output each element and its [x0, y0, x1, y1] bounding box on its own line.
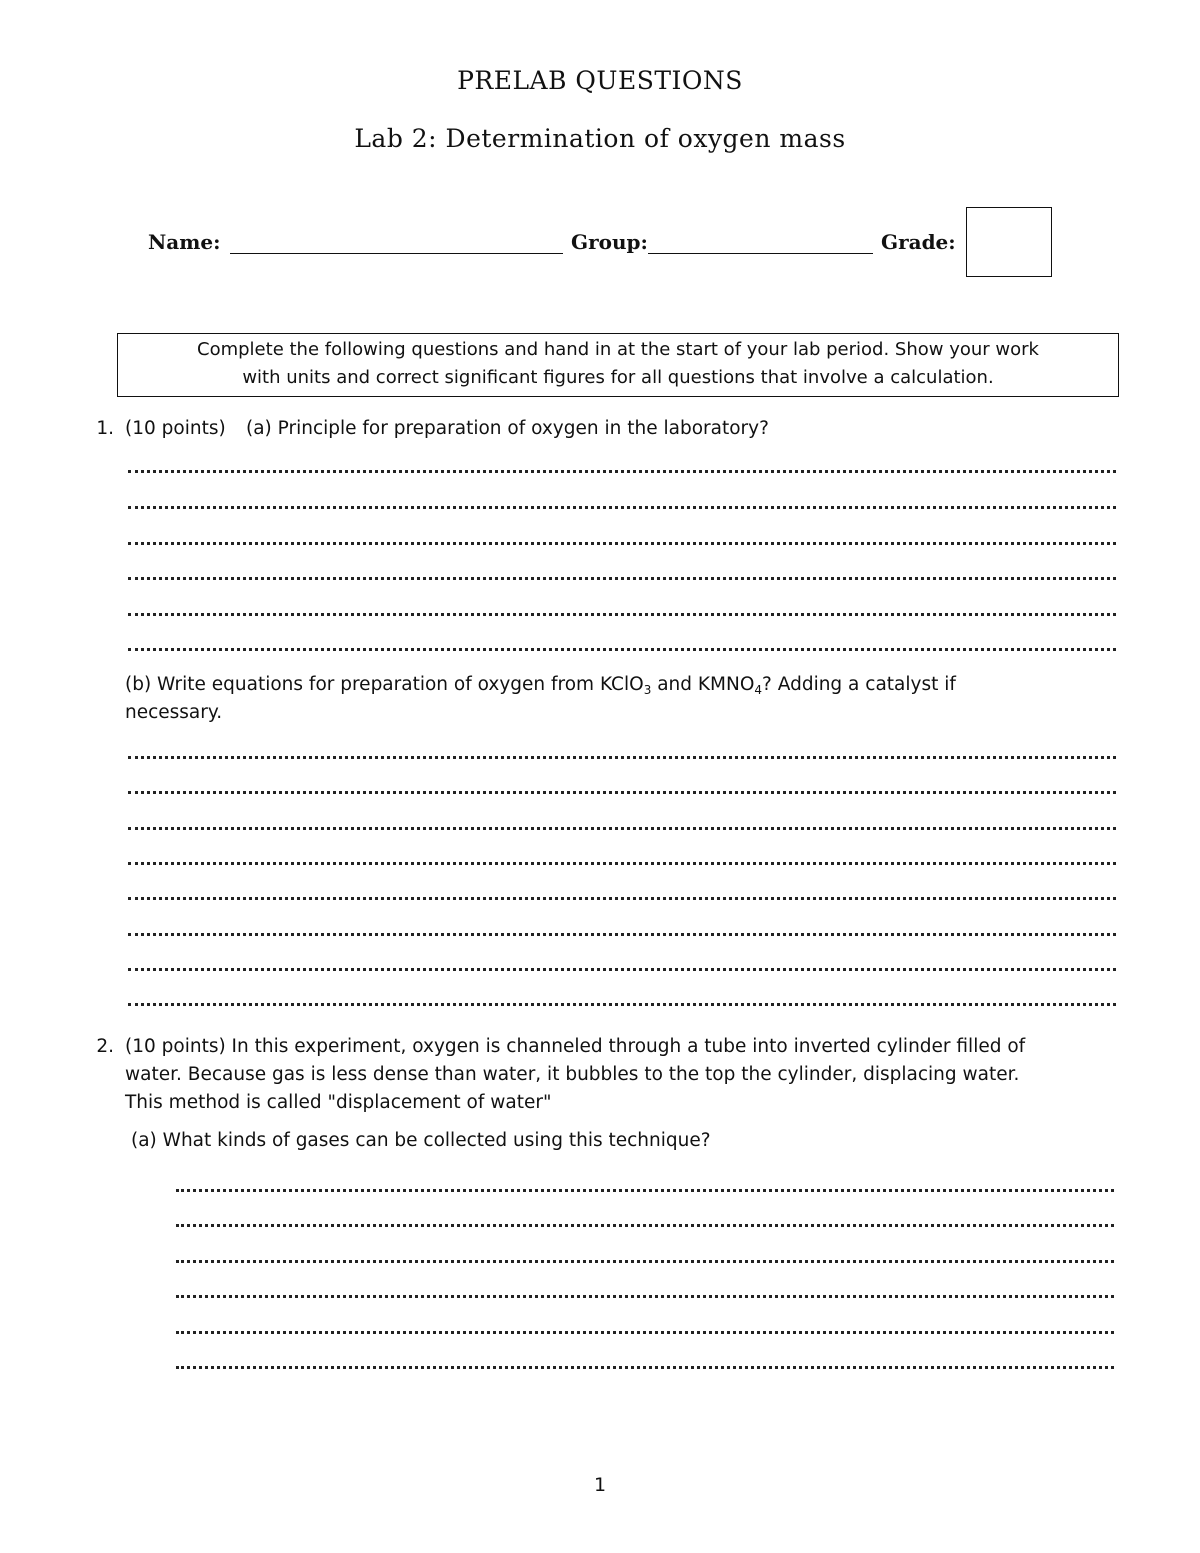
answer-line[interactable] — [128, 756, 1116, 759]
q2-line-3: This method is called "displacement of water" — [125, 1092, 552, 1113]
q2-line-2: water. Because gas is less dense than water, it bubbles to the top the cylinder, displacing water. — [125, 1064, 1020, 1085]
page-title: PRELAB QUESTIONS — [457, 66, 743, 95]
answer-line[interactable] — [128, 542, 1116, 545]
lab-subtitle: Lab 2: Determination of oxygen mass — [354, 124, 846, 153]
grade-label: Grade: — [881, 230, 956, 254]
answer-line[interactable] — [128, 648, 1116, 651]
grade-box[interactable] — [966, 207, 1052, 277]
answer-line[interactable] — [128, 968, 1116, 971]
answer-line[interactable] — [128, 862, 1116, 865]
answer-line[interactable] — [176, 1295, 1114, 1298]
q1-part-b-pre: (b) Write equations for preparation of oxygen from — [125, 674, 600, 695]
answer-line[interactable] — [176, 1260, 1114, 1263]
answer-line[interactable] — [128, 506, 1116, 509]
answer-line[interactable] — [128, 613, 1116, 616]
q2-line-1: (10 points) In this experiment, oxygen is channeled through a tube into inverted cylinder filled of — [125, 1036, 1026, 1057]
answer-line[interactable] — [128, 827, 1116, 830]
answer-line[interactable] — [176, 1224, 1114, 1227]
answer-line[interactable] — [176, 1189, 1114, 1192]
answer-line[interactable] — [128, 897, 1116, 900]
group-label: Group: — [571, 230, 648, 254]
answer-line[interactable] — [128, 577, 1116, 580]
q1-number: 1. — [96, 418, 114, 439]
name-label: Name: — [148, 230, 221, 254]
q1-part-b-post: ? Adding a catalyst if — [762, 674, 956, 695]
q2-number: 2. — [96, 1036, 114, 1057]
answer-line[interactable] — [128, 470, 1116, 473]
name-field[interactable] — [230, 253, 563, 254]
group-field[interactable] — [648, 253, 873, 254]
answer-line[interactable] — [128, 1003, 1116, 1006]
answer-line[interactable] — [128, 933, 1116, 936]
page-number: 1 — [593, 1474, 607, 1496]
instruction-line-2: with units and correct significant figures for all questions that involve a calculation. — [242, 367, 994, 388]
formula-kmno4: $KMNO_4$ — [697, 674, 763, 697]
q1-part-b: (b) Write equations for preparation of oxygen from KClO$_3$ and $KMNO_4$? Adding a catalyst if — [125, 674, 956, 697]
answer-line[interactable] — [176, 1331, 1114, 1334]
q1-part-b-line2: necessary. — [125, 702, 223, 723]
q2-part-a: (a) What kinds of gases can be collected using this technique? — [131, 1130, 711, 1151]
q1-points: (10 points) — [125, 418, 226, 439]
q1-part-a: (a) Principle for preparation of oxygen in the laboratory? — [246, 418, 769, 439]
answer-line[interactable] — [176, 1366, 1114, 1369]
instruction-box — [117, 333, 1119, 397]
answer-line[interactable] — [128, 791, 1116, 794]
formula-kclo3: KClO$_3$ — [599, 674, 652, 697]
instruction-line-1: Complete the following questions and hand in at the start of your lab period. Show your work — [197, 339, 1039, 360]
